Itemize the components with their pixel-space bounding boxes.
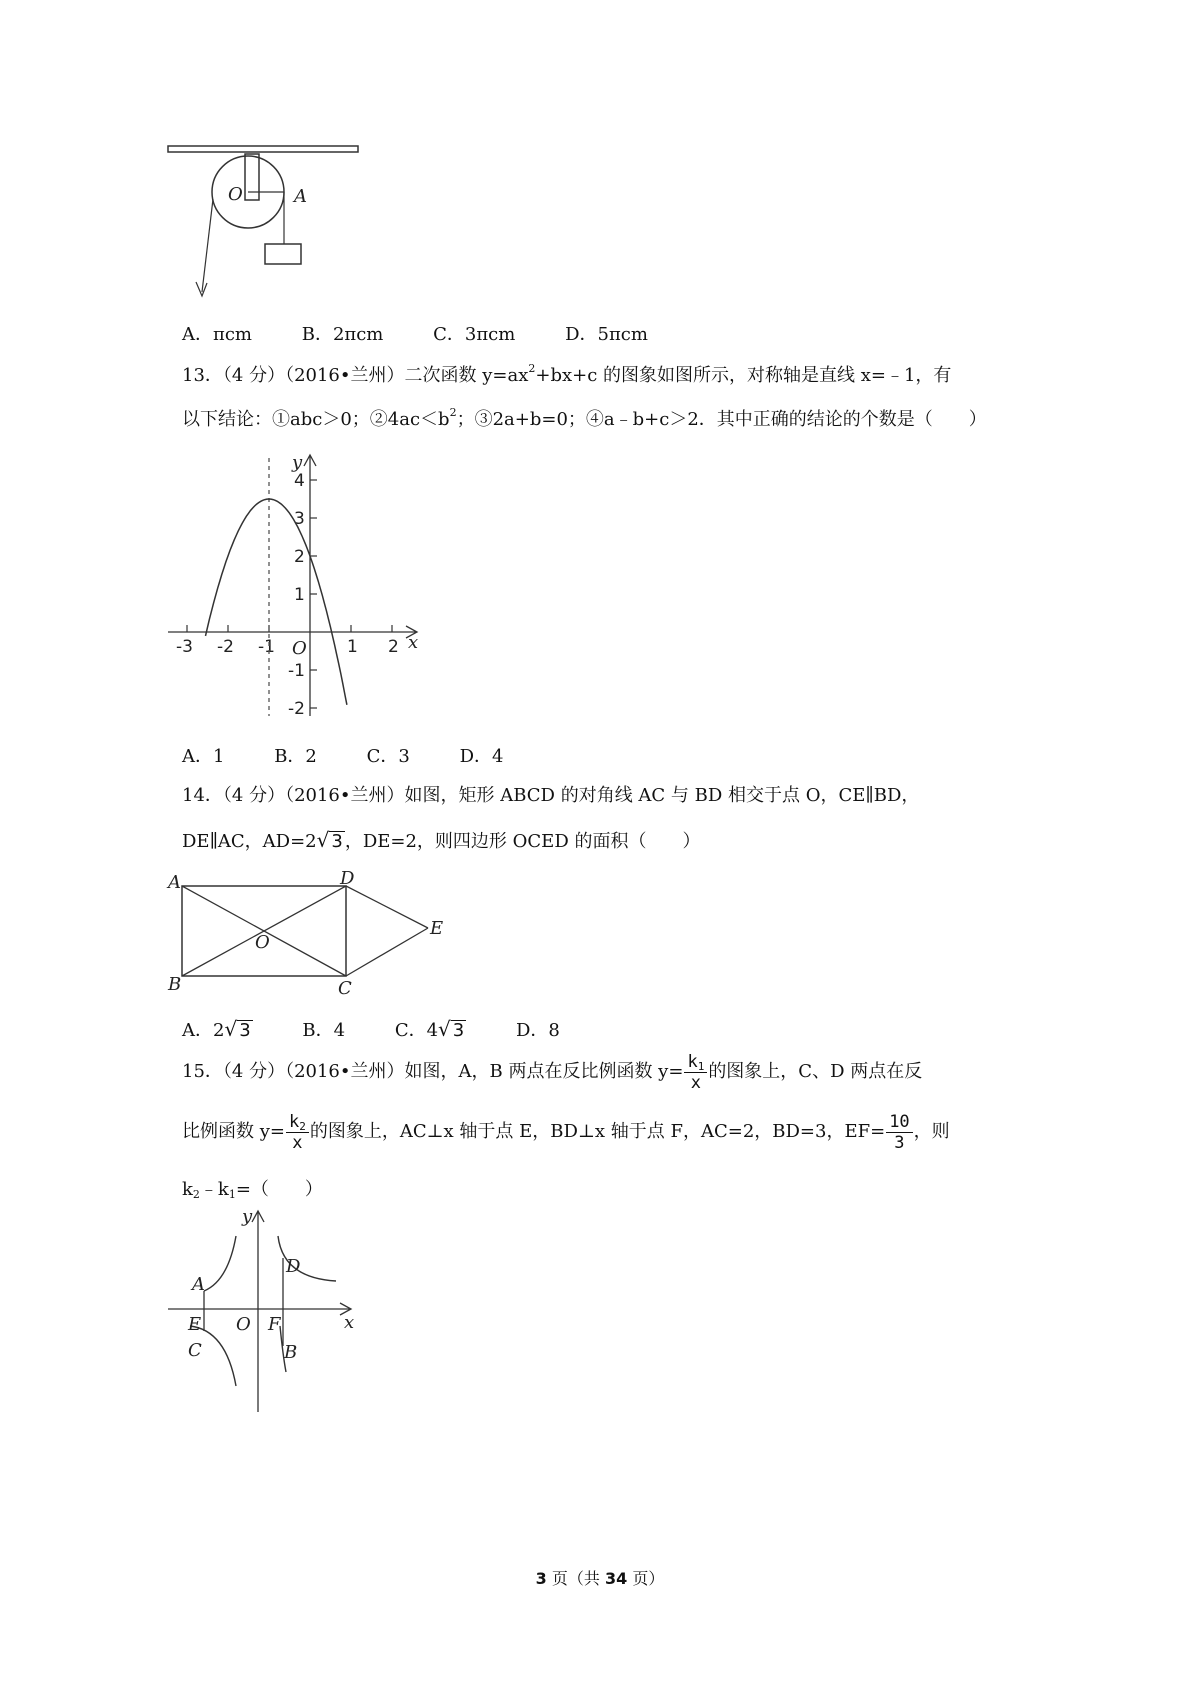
hanging-block: [265, 244, 301, 264]
x-tick-label: -2: [217, 637, 234, 657]
label-F: F: [268, 1314, 281, 1335]
q12-option-c[interactable]: C．3πcm: [433, 324, 516, 345]
y-tick-label: 4: [294, 471, 305, 491]
y-tick-label: 3: [294, 509, 305, 529]
y-axis-label: y: [242, 1206, 253, 1227]
q14-option-b[interactable]: B．4: [302, 1020, 346, 1041]
q12-options: [182, 320, 692, 346]
origin-label: O: [292, 638, 307, 659]
pulley-bracket: [245, 154, 259, 200]
label-O: O: [255, 932, 270, 953]
q14-options: [182, 1016, 604, 1042]
y-tick-label: -2: [288, 699, 305, 719]
q14-option-c[interactable]: C．4√ 3: [394, 1017, 465, 1041]
parabola-curve: [206, 499, 347, 705]
label-A: A: [192, 1274, 205, 1295]
x-tick-label: -1: [258, 637, 275, 657]
fraction-k2-over-x: $\frac{k_2}{x}$: [286, 1112, 309, 1153]
segment-CE: [346, 928, 428, 976]
q15-stem-line1: 15．（4 分）（2016•兰州）如图，A，B 两点在反比例函数 y= $\frac{k_1}{x}$ 的图象上，C、D 两点在反: [182, 1051, 923, 1093]
q13-options: [182, 742, 547, 768]
label-E: E: [430, 918, 444, 939]
y-tick-label: 2: [294, 547, 305, 567]
segment-DE: [346, 886, 428, 928]
q13-stem-line2: 以下结论：①abc＞0；$②4ac<b^2$；③2a+b=0；④a﹣b+c＞2．其中正确的结论的个数是（ ）: [182, 406, 987, 430]
y-tick-label: -1: [288, 661, 305, 681]
q12-option-a[interactable]: A．πcm: [182, 324, 252, 345]
y-tick-label: 1: [294, 585, 305, 605]
label-B: B: [284, 1342, 298, 1363]
page-footer: 3 页（共 34 页）: [535, 1569, 665, 1588]
label-E: E: [188, 1314, 202, 1335]
label-O: O: [236, 1314, 251, 1335]
rectangle-figure: [166, 866, 456, 999]
x-tick-label: 2: [388, 637, 399, 657]
x-axis-label: x: [344, 1312, 355, 1333]
label-B: B: [168, 974, 182, 995]
q12-option-d[interactable]: D．5πcm: [565, 324, 648, 345]
q14-option-d[interactable]: D．8: [515, 1020, 560, 1041]
q12-option-b[interactable]: B．2πcm: [301, 324, 384, 345]
label-C: C: [338, 978, 352, 999]
arrow-icon: [196, 282, 207, 296]
q13-option-d[interactable]: D．4: [459, 746, 504, 767]
y-axis-label: y: [292, 452, 303, 473]
q14-stem-line1: 14．（4 分）（2016•兰州）如图，矩形 ABCD 的对角线 AC 与 BD 相交于点 O，CE∥BD，: [182, 785, 920, 806]
label-D: D: [286, 1256, 301, 1277]
hyperbola-figure: [168, 1206, 368, 1416]
label-A: A: [168, 872, 181, 893]
ceiling-bar: [168, 146, 358, 152]
x-tick-label: -3: [176, 637, 193, 657]
q13-option-b[interactable]: B．2: [274, 746, 317, 767]
label-D: D: [340, 868, 355, 889]
q13-option-a[interactable]: A．1: [182, 746, 225, 767]
x-tick-label: 1: [347, 637, 358, 657]
curve-A-branch: [204, 1236, 236, 1291]
fraction-k1-over-x: $\frac{k_1}{x}$: [684, 1052, 707, 1093]
label-O: O: [228, 184, 243, 205]
q14-option-a[interactable]: A．2√ 3: [182, 1017, 251, 1041]
q13-option-c[interactable]: C．3: [366, 746, 410, 767]
parabola-figure: [168, 448, 428, 718]
q13-stem-line1: 13．（4 分）（2016•兰州）二次函数 $y=ax^2+bx+c$ 的图象如图所示，对称轴是直线 x=﹣1，有: [182, 362, 952, 386]
label-C: C: [188, 1340, 202, 1361]
q15-stem-line2: 比例函数 y= $\frac{k_2}{x}$ 的图象上，AC⊥x 轴于点 E，BD⊥x 轴于点 F，AC=2，BD=3，EF= $\frac{10}{3}$ ，则: [182, 1111, 950, 1153]
pulley-figure: [168, 144, 368, 304]
x-axis-label: x: [408, 632, 419, 653]
q15-stem-line3: $k_2﹣k_1=$（ ）: [182, 1179, 323, 1201]
q14-stem-line2: DE∥AC，AD=2√ 3 ，DE=2，则四边形 OCED 的面积（ ）: [182, 828, 701, 852]
label-A: A: [294, 186, 307, 207]
sqrt-3: √ 3: [316, 828, 343, 852]
fraction-10-over-3: $\frac{10}{3}$: [886, 1112, 912, 1153]
